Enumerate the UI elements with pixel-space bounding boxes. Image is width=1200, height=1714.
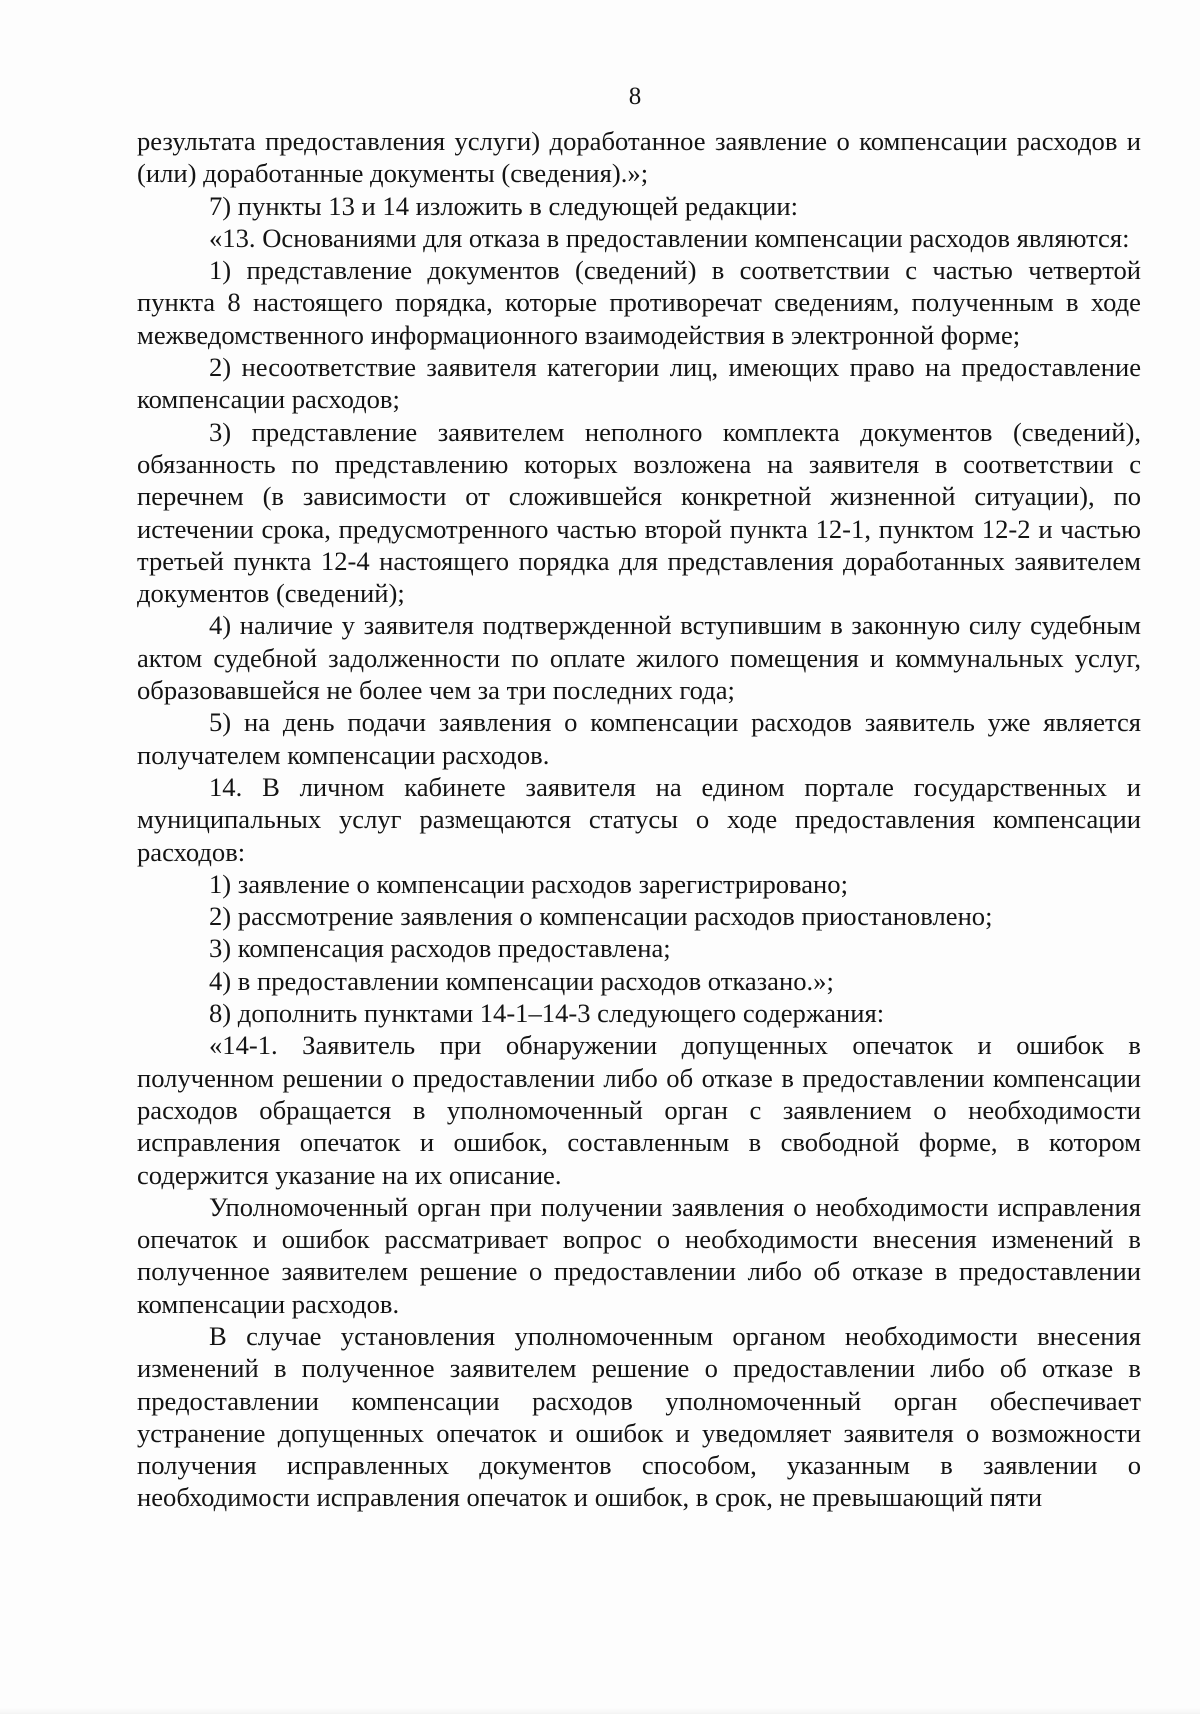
paragraph: 5) на день подачи заявления о компенсации расходов заявитель уже является получателем компенсации расходов. (137, 707, 1141, 770)
scan-edge (0, 1708, 1200, 1714)
paragraph: 1) представление документов (сведений) в соответствии с частью четвертой пункта 8 настоящего порядка, которые противоречат сведениям, полученным в ходе межведомственного информационного взаимодействия в электронной форме; (137, 255, 1141, 350)
paragraph: «13. Основаниями для отказа в предоставлении компенсации расходов являются: (209, 222, 1130, 253)
paragraph: «14-1. Заявитель при обнаружении допущенных опечаток и ошибок в полученном решении о предоставлении либо об отказе в предоставлении компенсации расходов обращается в уполномоченный орган с заявлением о необходимости исправления опечаток и ошибок, составленным в свободной форме, в котором содержится указание на их описание. (137, 1030, 1141, 1190)
paragraph: 14. В личном кабинете заявителя на едином портале государственных и муниципальных услуг размещаются статусы о ходе предоставления компенсации расходов: (137, 771, 1141, 867)
paragraph: 3) представление заявителем неполного комплекта документов (сведений), обязанность по представлению которых возложена на заявителя в соответствии с перечнем (в зависимости от сложившейся конкретной жизненной ситуации), по истечении срока, предусмотренного частью второй пункта 12-1, пунктом 12-2 и частью третьей пункта 12-4 настоящего порядка для представления доработанных заявителем документов (сведений); (137, 416, 1141, 609)
page-number: 8 (628, 83, 642, 110)
paragraph: В случае установления уполномоченным органом необходимости внесения изменений в полученное заявителем решение о предоставлении либо об отказе в предоставлении компенсации расходов уполномоченный орган обеспечивает устранение допущенных опечаток и ошибок и уведомляет заявителя о возможности получения исправленных документов способом, указанным в заявлении о необходимости исправления опечаток и ошибок, в срок, не превышающий пяти (137, 1320, 1141, 1513)
paragraph: 2) несоответствие заявителя категории лиц, имеющих право на предоставление компенсации расходов; (137, 352, 1141, 415)
paragraph: результата предоставления услуги) доработанное заявление о компенсации расходов и (или) доработанные документы (сведения).»; (137, 126, 1141, 189)
paragraph: 7) пункты 13 и 14 изложить в следующей редакции: (209, 190, 798, 221)
paragraph: 3) компенсация расходов предоставлена; (209, 933, 671, 964)
paragraph: 2) рассмотрение заявления о компенсации расходов приостановлено; (209, 901, 993, 932)
document-body (137, 125, 1141, 1514)
paragraph: 8) дополнить пунктами 14-1–14-3 следующего содержания: (209, 998, 885, 1029)
paragraph: Уполномоченный орган при получении заявления о необходимости исправления опечаток и ошибок рассматривает вопрос о необходимости внесения изменений в полученное заявителем решение о предоставлении либо об отказе в предоставлении компенсации расходов. (137, 1191, 1141, 1319)
paragraph: 4) наличие у заявителя подтвержденной вступившим в законную силу судебным актом судебной задолженности по оплате жилого помещения и коммунальных услуг, образовавшейся не более чем за три последних года; (137, 610, 1141, 706)
paragraph: 4) в предоставлении компенсации расходов отказано.»; (209, 965, 834, 996)
paragraph: 1) заявление о компенсации расходов зарегистрировано; (209, 868, 848, 899)
